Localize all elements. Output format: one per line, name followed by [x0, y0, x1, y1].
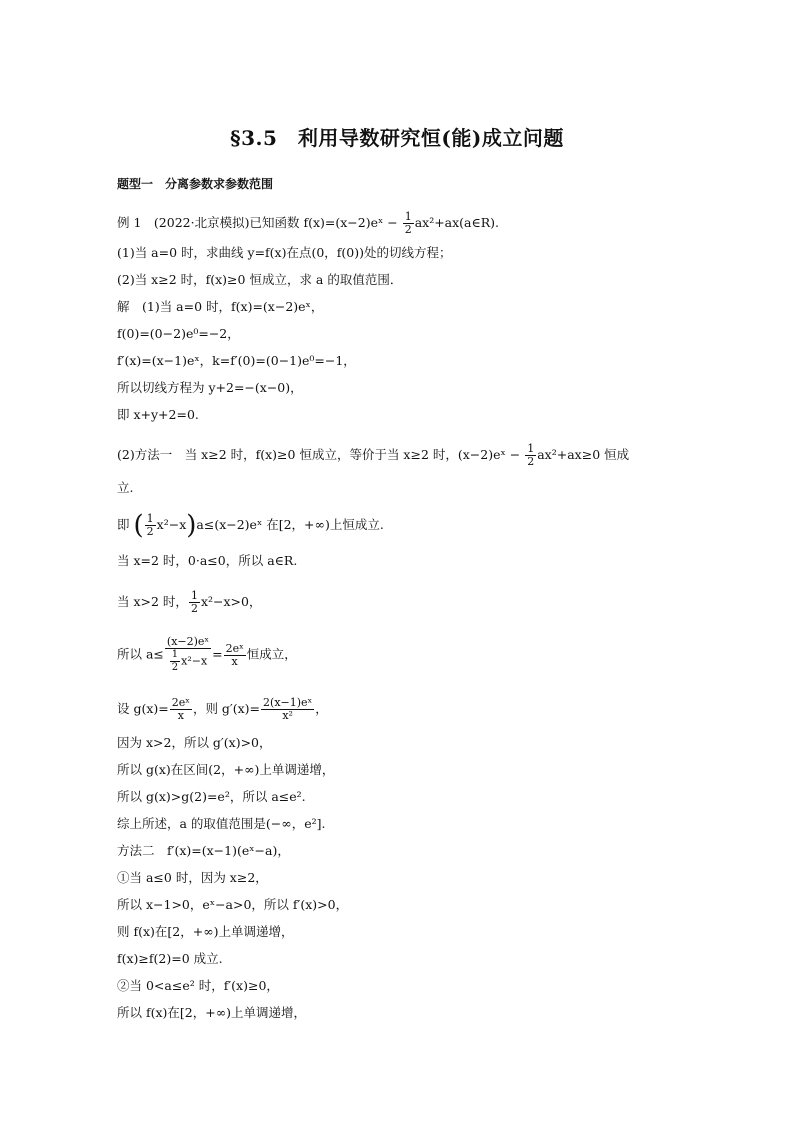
- solution-line: 所以 g(x)在区间(2，+∞)上单调递增，: [117, 762, 335, 777]
- fraction-half: [525, 443, 536, 468]
- left-paren: (: [133, 510, 144, 541]
- text-segment: x²−x: [181, 654, 208, 668]
- numerator: 1: [404, 210, 412, 223]
- text-segment: ax²+ax≥0 恒成: [537, 447, 630, 462]
- solution-line: 当 x=2 时，0·a≤0，所以 a∈R.: [117, 553, 298, 568]
- numerator: 1: [527, 442, 535, 455]
- question-2: (2)当 x≥2 时，f(x)≥0 恒成立，求 a 的取值范围．: [117, 272, 403, 287]
- solution-line: 所以 x−1>0，eˣ−a>0，所以 f′(x)>0，: [117, 897, 349, 912]
- right-paren: ): [186, 510, 197, 541]
- text-segment: 设 g(x)=: [117, 701, 169, 716]
- text-segment: ，则 g′(x)=: [192, 701, 261, 716]
- solution-line: f′(x)=(x−1)eˣ，k=f′(0)=(0−1)e⁰=−1，: [117, 353, 356, 368]
- solution-line: f(x)≥f(2)=0 成立.: [117, 951, 223, 966]
- text-segment: x²−x: [156, 517, 187, 532]
- text-segment: 所以 a≤: [117, 646, 164, 662]
- denominator: 2: [171, 662, 179, 673]
- numerator: 1: [146, 512, 154, 525]
- solution-line: [117, 590, 687, 615]
- text-segment: 当 x>2 时，: [117, 594, 188, 609]
- fraction: [224, 643, 246, 668]
- text-segment: =: [212, 646, 223, 662]
- text-segment: ax²+ax(a∈R).: [414, 215, 500, 230]
- text-segment: x²−x>0，: [200, 594, 262, 609]
- numerator: (x−2)eˣ: [166, 635, 210, 648]
- denominator: [165, 649, 211, 674]
- solution-line: f(0)=(0−2)e⁰=−2，: [117, 326, 240, 341]
- question-1: (1)当 a=0 时，求曲线 y=f(x)在点(0，f(0))处的切线方程；: [117, 245, 452, 260]
- fraction-half: [170, 649, 180, 674]
- denominator: x²: [282, 709, 293, 722]
- solution-line: 即 x+y+2=0.: [117, 407, 199, 422]
- denominator: x: [177, 709, 184, 722]
- text-segment: 即: [117, 517, 130, 532]
- solution-line: 立.: [117, 480, 134, 495]
- numerator: 2(x−1)eˣ: [263, 696, 313, 709]
- solution-line: 则 f(x)在[2，+∞)上单调递增，: [117, 924, 294, 939]
- solution-line: 解 (1)当 a=0 时，f(x)=(x−2)eˣ，: [117, 299, 324, 314]
- fraction-complex: [165, 636, 211, 674]
- solution-line: [117, 697, 687, 722]
- text-segment: a≤(x−2)eˣ 在[2，+∞)上恒成立.: [196, 517, 384, 532]
- method-2-line: 方法二 f′(x)=(x−1)(eˣ−a)，: [117, 843, 290, 858]
- solution-line: ①当 a≤0 时，因为 x≥2，: [117, 870, 268, 885]
- page-title: §3.5 利用导数研究恒(能)成立问题: [230, 126, 564, 150]
- denominator: 2: [146, 525, 154, 538]
- fraction: [261, 697, 314, 722]
- solution-line: 综上所述，a 的取值范围是(−∞，e²].: [117, 816, 326, 831]
- text-segment: (2)方法一 当 x≥2 时，f(x)≥0 恒成立，等价于当 x≥2 时，(x−2)eˣ −: [117, 447, 525, 462]
- method-1-line: [117, 443, 687, 468]
- denominator: x: [231, 654, 238, 668]
- numerator: 1: [190, 589, 198, 602]
- denominator: 2: [404, 223, 412, 236]
- solution-line: 所以 f(x)在[2，+∞)上单调递增，: [117, 1005, 306, 1020]
- solution-line: [117, 510, 687, 541]
- fraction-half: [145, 513, 156, 538]
- numerator: 1: [171, 649, 179, 660]
- example-1-statement: [117, 211, 687, 236]
- solution-line: [117, 636, 687, 674]
- denominator: 2: [190, 602, 198, 615]
- text-segment: 例 1 (2022·北京模拟)已知函数 f(x)=(x−2)eˣ −: [117, 215, 402, 230]
- text-segment: ，: [315, 701, 328, 716]
- denominator: 2: [527, 455, 535, 468]
- section-heading: 题型一 分离参数求参数范围: [117, 177, 274, 191]
- solution-line: 因为 x>2，所以 g′(x)>0，: [117, 735, 272, 750]
- text-segment: 恒成立，: [246, 646, 297, 662]
- solution-line: ②当 0<a≤e² 时，f′(x)≥0，: [117, 978, 279, 993]
- solution-line: 所以切线方程为 y+2=−(x−0)，: [117, 380, 303, 395]
- fraction: [170, 697, 192, 722]
- numerator: 2eˣ: [225, 641, 244, 655]
- fraction-half: [403, 211, 414, 236]
- solution-line: 所以 g(x)>g(2)=e²，所以 a≤e².: [117, 789, 306, 804]
- fraction-half: [189, 590, 200, 615]
- numerator: 2eˣ: [171, 696, 190, 709]
